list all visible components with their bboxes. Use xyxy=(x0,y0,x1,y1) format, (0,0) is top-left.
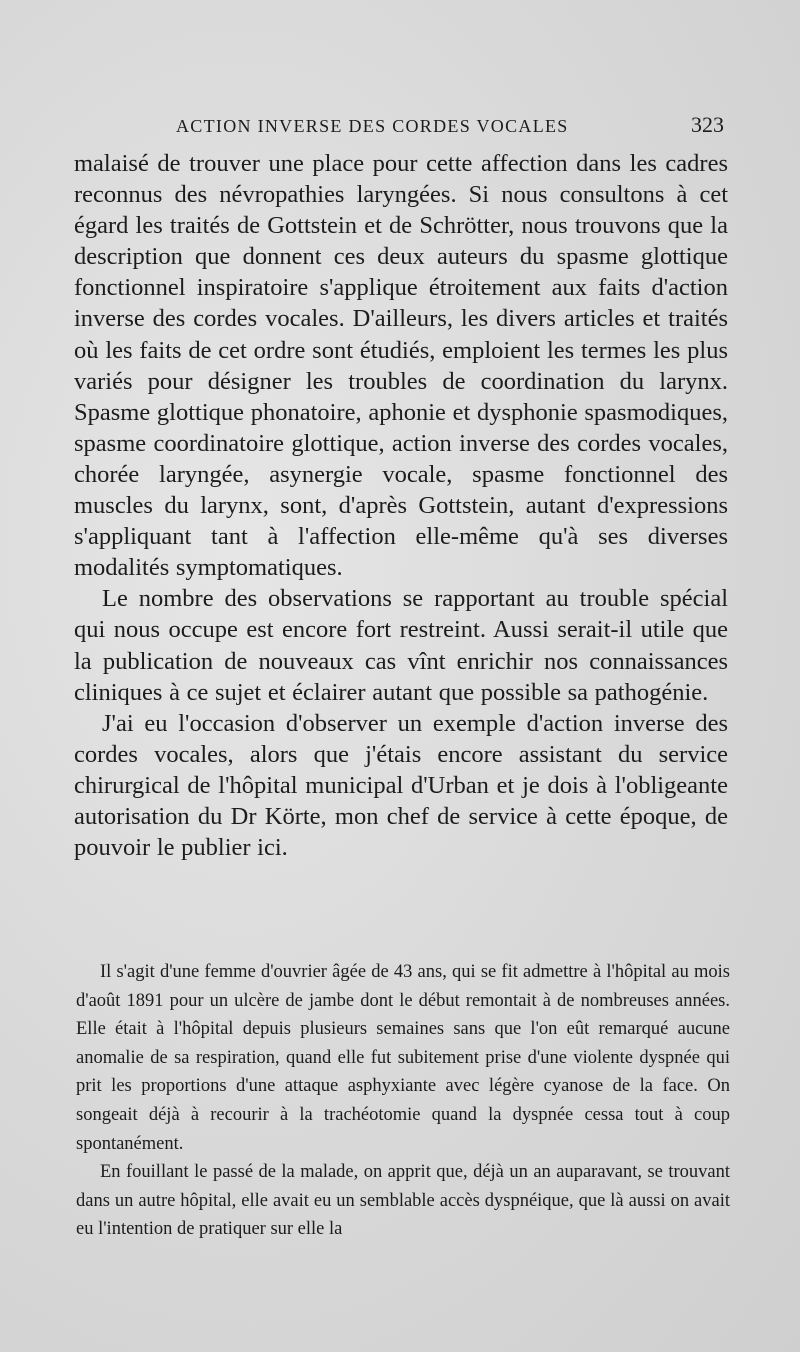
small-paragraph-2: En fouillant le passé de la malade, on apprit que, déjà un an auparavant, se trouvant dans un autre hôpital, elle avait eu un semblable accès dyspnéique, que là aussi on avait eu l'intention de pratiquer sur elle la xyxy=(76,1162,730,1240)
paragraph-3: J'ai eu l'occasion d'observer un exemple d'action inverse des cordes vocales, alors que j'étais encore assistant du service chirurgical de l'hôpital municipal d'Urban et je dois à l'obligeante autorisation du Dr Körte, mon chef de service à cette époque, de pouvoir le publier ici. xyxy=(74,709,728,862)
paragraph-1: malaisé de trouver une place pour cette affection dans les cadres reconnus des névropathies laryngées. Si nous consultons à cet égard les traités de Gottstein et de Schrötter, nous trouvons que la description que donnent ces deux auteurs du spasme glottique fonctionnel inspiratoire s'applique étroitement aux faits d'action inverse des cordes vocales. D'ailleurs, les divers articles et traités où les faits de cet ordre sont étudiés, emploient les termes les plus variés pour désigner les troubles de coordination du larynx. Spasme glottique phonatoire, aphonie et dysphonie spasmodiques, spasme coordinatoire glottique, action inverse des cordes vocales, chorée laryngée, asynergie vocale, spasme fonctionnel des muscles du larynx, sont, d'après Gottstein, autant d'expressions s'appliquant tant à l'affection elle-même qu'à ses diverses modalités symptomatiques. xyxy=(74,150,728,582)
running-title: ACTION INVERSE DES CORDES VOCALES xyxy=(176,116,569,136)
page-header xyxy=(176,112,724,142)
paragraph-2: Le nombre des observations se rapportant au trouble spécial qui nous occupe est encore fort restreint. Aussi serait-il utile que la publication de nouveaux cas vînt enrichir nos connaissances cliniques à ce sujet et éclairer autant que possible sa pathogénie. xyxy=(74,585,728,706)
small-paragraph-1: Il s'agit d'une femme d'ouvrier âgée de 43 ans, qui se fit admettre à l'hôpital au mois d'août 1891 pour un ulcère de jambe dont le début remontait à de nombreuses années. Elle était à l'hôpital depuis plusieurs semaines sans que l'on eût remarqué aucune anomalie de sa respiration, quand elle fut subitement prise d'une violente dyspnée qui prit les proportions d'une attaque asphyxiante avec légère cyanose de la face. On songeait déjà à recourir à la trachéotomie quand la dyspnée cessa tout à coup spontanément. xyxy=(76,962,730,1154)
page-number: 323 xyxy=(691,112,724,137)
case-report-text xyxy=(76,958,730,1244)
main-text xyxy=(74,148,728,863)
